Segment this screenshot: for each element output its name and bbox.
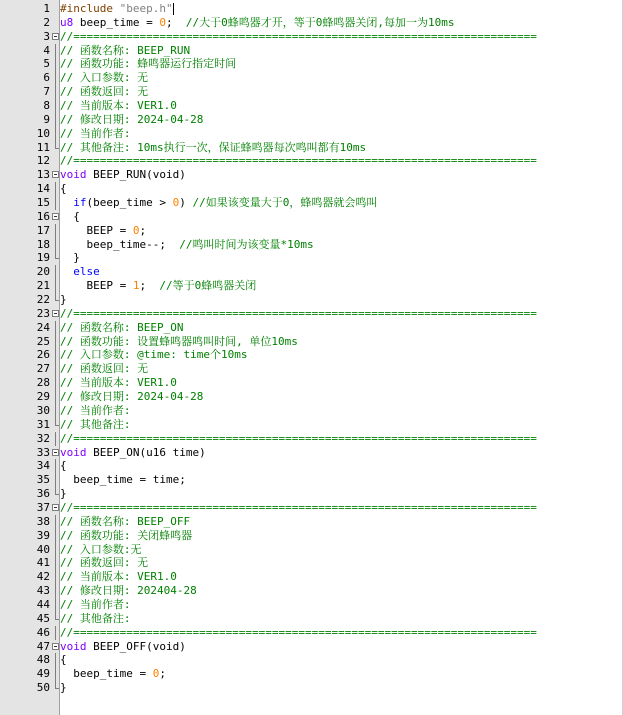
line-number: 40 xyxy=(36,542,50,556)
line-number: 44 xyxy=(36,597,50,611)
fold-line-icon xyxy=(52,393,58,400)
line-number: 6 xyxy=(43,71,50,85)
minus-box-icon[interactable] xyxy=(52,213,59,220)
fold-line-icon xyxy=(52,573,58,580)
code-token: ; xyxy=(139,223,147,237)
code-token: } xyxy=(60,487,67,501)
text-cursor xyxy=(173,3,174,15)
code-token: ; xyxy=(139,279,160,293)
code-text[interactable] xyxy=(60,584,197,598)
fold-line-icon xyxy=(52,199,58,206)
code-token: // 其他备注: 10ms执行一次，保证蜂鸣器每次鸣叫都有10ms xyxy=(60,140,367,154)
code-text[interactable] xyxy=(60,556,148,570)
code-token: BEEP_OFF(void) xyxy=(86,639,186,653)
fold-line-icon xyxy=(52,130,58,137)
line-number: 36 xyxy=(36,487,50,501)
fold-line-icon xyxy=(52,601,58,608)
code-text[interactable] xyxy=(60,626,537,640)
line-number: 41 xyxy=(36,556,50,570)
line-number: 30 xyxy=(36,403,50,417)
code-line[interactable] xyxy=(0,2,623,16)
code-token: #include xyxy=(60,2,120,15)
code-token: { xyxy=(60,653,67,667)
code-text[interactable] xyxy=(60,515,190,529)
code-text[interactable] xyxy=(60,321,183,335)
code-line[interactable] xyxy=(0,30,623,44)
code-token: { xyxy=(60,182,67,196)
code-text[interactable] xyxy=(60,459,67,473)
code-line[interactable] xyxy=(0,154,623,168)
line-number: 34 xyxy=(36,459,50,473)
code-token: // 函数功能: 关闭蜂鸣器 xyxy=(60,528,193,542)
code-text[interactable] xyxy=(60,529,192,543)
code-text[interactable] xyxy=(60,279,256,293)
code-text[interactable] xyxy=(60,543,142,557)
line-number: 43 xyxy=(36,584,50,598)
code-line[interactable] xyxy=(0,182,623,196)
code-text[interactable] xyxy=(60,501,537,515)
code-token: // 函数名称: BEEP_RUN xyxy=(60,43,191,57)
code-token: //鸣叫时间为该变量*10ms xyxy=(179,237,314,251)
code-token: // 当前作者: xyxy=(60,126,131,140)
fold-end-icon xyxy=(52,490,58,497)
code-text[interactable] xyxy=(60,16,454,30)
code-token: // 入口参数: 无 xyxy=(60,71,149,85)
fold-line-icon xyxy=(52,60,58,67)
minus-box-icon[interactable] xyxy=(52,643,59,650)
fold-line-icon xyxy=(52,407,58,414)
fold-line-icon xyxy=(52,629,58,636)
code-token: 0 xyxy=(159,15,166,29)
fold-line-icon xyxy=(52,47,58,54)
code-token: //大于0蜂鸣器才开，等于0蜂鸣器关闭,每加一为10ms xyxy=(185,15,455,29)
code-line[interactable] xyxy=(0,44,623,58)
line-number: 42 xyxy=(36,570,50,584)
code-text[interactable] xyxy=(60,681,67,695)
line-number: 17 xyxy=(36,223,50,237)
code-text[interactable] xyxy=(60,196,377,210)
fold-gutter xyxy=(52,5,58,12)
line-number: 19 xyxy=(36,251,50,265)
code-token: // 函数功能: 设置蜂鸣器鸣叫时间, 单位10ms xyxy=(60,334,298,348)
fold-line-icon xyxy=(52,102,58,109)
code-token: void xyxy=(60,168,87,182)
code-token: BEEP_RUN(void) xyxy=(86,168,186,182)
code-token: // 函数返回: 无 xyxy=(60,362,149,376)
code-token: // 函数名称: BEEP_OFF xyxy=(60,514,191,528)
code-line[interactable] xyxy=(0,196,623,210)
fold-line-icon xyxy=(52,227,58,234)
line-number: 50 xyxy=(36,681,50,695)
fold-gutter xyxy=(52,19,58,26)
line-number: 16 xyxy=(36,209,50,223)
code-line[interactable] xyxy=(0,265,623,279)
code-token: (beep_time > xyxy=(86,196,173,210)
line-number: 15 xyxy=(36,196,50,210)
code-line[interactable] xyxy=(0,238,623,252)
code-text[interactable] xyxy=(60,653,67,667)
code-text[interactable] xyxy=(60,154,537,168)
code-token: //====================================================================== xyxy=(60,154,537,168)
code-token: void xyxy=(60,639,87,653)
minus-box-icon[interactable] xyxy=(52,33,59,40)
code-text[interactable] xyxy=(60,224,146,238)
code-token: // 修改日期: 2024-04-28 xyxy=(60,390,204,404)
line-number: 28 xyxy=(36,376,50,390)
code-line[interactable] xyxy=(0,681,623,695)
code-line[interactable] xyxy=(0,251,623,265)
fold-line-icon xyxy=(52,338,58,345)
code-line[interactable] xyxy=(0,141,623,155)
code-token: // 入口参数:无 xyxy=(60,542,142,556)
code-line[interactable] xyxy=(0,501,623,515)
code-token: { xyxy=(60,459,67,473)
code-line[interactable] xyxy=(0,210,623,224)
fold-line-icon xyxy=(52,324,58,331)
line-number: 21 xyxy=(36,279,50,293)
code-token: BEEP_ON(u16 time) xyxy=(86,445,206,459)
fold-line-icon xyxy=(52,351,58,358)
line-number: 27 xyxy=(36,362,50,376)
code-line[interactable] xyxy=(0,293,623,307)
minus-box-icon[interactable] xyxy=(52,310,59,317)
code-line[interactable] xyxy=(0,432,623,446)
code-token: beep_time = time; xyxy=(60,473,186,487)
fold-end-icon xyxy=(52,144,58,151)
code-text[interactable] xyxy=(60,376,177,390)
code-token: //如果该变量大于0，蜂鸣器就会鸣叫 xyxy=(192,196,378,210)
code-token: // 当前作者: xyxy=(60,597,131,611)
fold-line-icon xyxy=(52,365,58,372)
code-text[interactable] xyxy=(60,2,174,16)
code-line[interactable] xyxy=(0,224,623,238)
line-number: 33 xyxy=(36,445,50,459)
code-line[interactable] xyxy=(0,543,623,557)
code-line[interactable] xyxy=(0,653,623,667)
line-number: 23 xyxy=(36,306,50,320)
line-number: 12 xyxy=(36,154,50,168)
code-text[interactable] xyxy=(60,238,314,252)
code-token: // 当前作者: xyxy=(60,403,131,417)
code-line[interactable] xyxy=(0,307,623,321)
fold-end-icon xyxy=(52,254,58,261)
fold-end-icon xyxy=(52,296,58,303)
code-line[interactable] xyxy=(0,168,623,182)
code-token: } xyxy=(60,293,67,307)
code-line[interactable] xyxy=(0,57,623,71)
code-token: else xyxy=(73,265,100,279)
line-number: 25 xyxy=(36,334,50,348)
code-text[interactable] xyxy=(60,487,67,501)
fold-line-icon xyxy=(52,116,58,123)
code-text[interactable] xyxy=(60,335,298,349)
code-token: // 函数名称: BEEP_ON xyxy=(60,320,184,334)
code-token: // 修改日期: 202404-28 xyxy=(60,584,197,598)
line-number: 18 xyxy=(36,237,50,251)
code-token: beep_time = xyxy=(73,15,160,29)
minus-box-icon[interactable] xyxy=(52,449,59,456)
code-text[interactable] xyxy=(60,113,203,127)
minus-box-icon[interactable] xyxy=(52,504,59,511)
fold-line-icon xyxy=(52,268,58,275)
code-text[interactable] xyxy=(60,168,186,182)
code-token: BEEP = xyxy=(60,279,133,293)
fold-line-icon xyxy=(52,670,58,677)
code-token: if xyxy=(73,196,87,210)
code-line[interactable] xyxy=(0,321,623,335)
line-number: 11 xyxy=(36,140,50,154)
line-number: 13 xyxy=(36,168,50,182)
line-number: 31 xyxy=(36,417,50,431)
code-line[interactable] xyxy=(0,487,623,501)
line-number: 20 xyxy=(36,265,50,279)
fold-line-icon xyxy=(52,587,58,594)
code-line[interactable] xyxy=(0,556,623,570)
code-line[interactable] xyxy=(0,667,623,681)
line-number: 9 xyxy=(43,112,50,126)
code-line[interactable] xyxy=(0,279,623,293)
code-token: 1 xyxy=(132,279,140,293)
fold-end-icon xyxy=(52,684,58,691)
line-number: 8 xyxy=(43,99,50,113)
code-line[interactable] xyxy=(0,348,623,362)
line-number: 3 xyxy=(43,29,50,43)
line-number: 10 xyxy=(36,126,50,140)
code-text[interactable] xyxy=(60,57,236,71)
line-number: 47 xyxy=(36,639,50,653)
fold-line-icon xyxy=(52,185,58,192)
code-text[interactable] xyxy=(60,612,131,626)
line-number: 24 xyxy=(36,320,50,334)
line-number: 1 xyxy=(43,2,50,15)
code-line[interactable] xyxy=(0,390,623,404)
code-line[interactable] xyxy=(0,16,623,30)
code-token: BEEP = xyxy=(60,223,133,237)
code-token: void xyxy=(60,445,87,459)
code-text[interactable] xyxy=(60,44,190,58)
code-token: ) xyxy=(179,196,193,210)
code-token: { xyxy=(60,209,80,223)
line-number: 22 xyxy=(36,293,50,307)
code-line[interactable] xyxy=(0,598,623,612)
fold-line-icon xyxy=(52,476,58,483)
code-text[interactable] xyxy=(60,418,131,432)
code-token: // 当前版本: VER1.0 xyxy=(60,376,177,390)
code-token: // 其他备注: xyxy=(60,611,131,625)
minus-box-icon[interactable] xyxy=(52,171,59,178)
fold-line-icon xyxy=(52,532,58,539)
code-text[interactable] xyxy=(60,570,177,584)
code-text[interactable] xyxy=(60,640,186,654)
code-text[interactable] xyxy=(60,85,148,99)
code-line[interactable] xyxy=(0,127,623,141)
fold-line-icon xyxy=(52,518,58,525)
code-token: 0 xyxy=(152,667,160,681)
code-token: //====================================================================== xyxy=(60,306,537,320)
fold-line-icon xyxy=(52,462,58,469)
code-token: // 当前版本: VER1.0 xyxy=(60,570,177,584)
code-line[interactable] xyxy=(0,418,623,432)
code-line[interactable] xyxy=(0,626,623,640)
code-line[interactable] xyxy=(0,113,623,127)
code-line[interactable] xyxy=(0,473,623,487)
code-line[interactable] xyxy=(0,515,623,529)
code-text[interactable] xyxy=(60,251,80,265)
code-token: //====================================================================== xyxy=(60,625,537,639)
line-number: 35 xyxy=(36,473,50,487)
line-number: 5 xyxy=(43,57,50,71)
line-number: 4 xyxy=(43,43,50,57)
fold-line-icon xyxy=(52,241,58,248)
line-number: 37 xyxy=(36,500,50,514)
code-line[interactable] xyxy=(0,335,623,349)
fold-line-icon xyxy=(52,559,58,566)
code-text[interactable] xyxy=(60,598,131,612)
code-token: u8 xyxy=(60,15,74,29)
code-line[interactable] xyxy=(0,85,623,99)
code-token: ; xyxy=(165,15,186,29)
fold-gutter xyxy=(52,157,58,164)
code-token: // 函数返回: 无 xyxy=(60,556,149,570)
code-line[interactable] xyxy=(0,612,623,626)
code-line[interactable] xyxy=(0,459,623,473)
code-lines[interactable] xyxy=(0,2,623,695)
line-number: 14 xyxy=(36,182,50,196)
code-token: "beep.h" xyxy=(119,2,173,15)
fold-end-icon xyxy=(52,615,58,622)
fold-line-icon xyxy=(52,379,58,386)
code-line[interactable] xyxy=(0,640,623,654)
code-token: //====================================================================== xyxy=(60,431,537,445)
code-token: // 修改日期: 2024-04-28 xyxy=(60,112,204,126)
code-line[interactable] xyxy=(0,71,623,85)
code-token: beep_time--; xyxy=(60,237,180,251)
code-line[interactable] xyxy=(0,570,623,584)
code-token: //====================================================================== xyxy=(60,29,537,43)
fold-line-icon xyxy=(52,656,58,663)
code-text[interactable] xyxy=(60,99,177,113)
line-number: 49 xyxy=(36,667,50,681)
code-token: beep_time = xyxy=(60,667,153,681)
code-text[interactable] xyxy=(60,127,131,141)
code-line[interactable] xyxy=(0,376,623,390)
code-text[interactable] xyxy=(60,265,100,279)
code-text[interactable] xyxy=(60,307,537,321)
fold-line-icon xyxy=(52,546,58,553)
code-text[interactable] xyxy=(60,71,148,85)
code-text[interactable] xyxy=(60,141,366,155)
code-text[interactable] xyxy=(60,473,186,487)
code-token: 0 xyxy=(172,196,180,210)
code-token: } xyxy=(60,681,67,695)
code-text[interactable] xyxy=(60,390,203,404)
code-token: // 函数返回: 无 xyxy=(60,85,149,99)
fold-line-icon xyxy=(52,88,58,95)
code-token: 0 xyxy=(132,223,140,237)
code-line[interactable] xyxy=(0,362,623,376)
code-line[interactable] xyxy=(0,404,623,418)
code-token: // 当前版本: VER1.0 xyxy=(60,99,177,113)
line-number: 7 xyxy=(43,85,50,99)
code-line[interactable] xyxy=(0,446,623,460)
line-number: 2 xyxy=(43,15,50,29)
code-line[interactable] xyxy=(0,584,623,598)
code-text[interactable] xyxy=(60,404,131,418)
fold-line-icon xyxy=(52,282,58,289)
code-text[interactable] xyxy=(60,446,206,460)
line-number: 26 xyxy=(36,348,50,362)
fold-line-icon xyxy=(52,435,58,442)
code-text[interactable] xyxy=(60,182,67,196)
line-number: 38 xyxy=(36,514,50,528)
code-token: } xyxy=(60,251,80,265)
code-line[interactable] xyxy=(0,529,623,543)
fold-end-icon xyxy=(52,421,58,428)
code-text[interactable] xyxy=(60,30,537,44)
line-number: 29 xyxy=(36,390,50,404)
line-number: 32 xyxy=(36,431,50,445)
code-token: //等于0蜂鸣器关闭 xyxy=(159,279,257,293)
code-token: // 函数功能: 蜂鸣器运行指定时间 xyxy=(60,57,237,71)
code-token: //====================================================================== xyxy=(60,500,537,514)
line-number: 46 xyxy=(36,625,50,639)
line-number: 48 xyxy=(36,653,50,667)
code-token xyxy=(60,265,73,278)
code-text[interactable] xyxy=(60,210,80,224)
line-number: 45 xyxy=(36,611,50,625)
code-token: // 其他备注: xyxy=(60,417,131,431)
code-text[interactable] xyxy=(60,348,247,362)
code-line[interactable] xyxy=(0,99,623,113)
line-number: 39 xyxy=(36,528,50,542)
code-text[interactable] xyxy=(60,362,148,376)
code-text[interactable] xyxy=(60,667,166,681)
code-token xyxy=(60,196,73,209)
code-text[interactable] xyxy=(60,293,67,307)
code-text[interactable] xyxy=(60,432,537,446)
fold-line-icon xyxy=(52,74,58,81)
code-token: // 入口参数: @time: time个10ms xyxy=(60,348,248,362)
code-token: ; xyxy=(159,667,166,681)
